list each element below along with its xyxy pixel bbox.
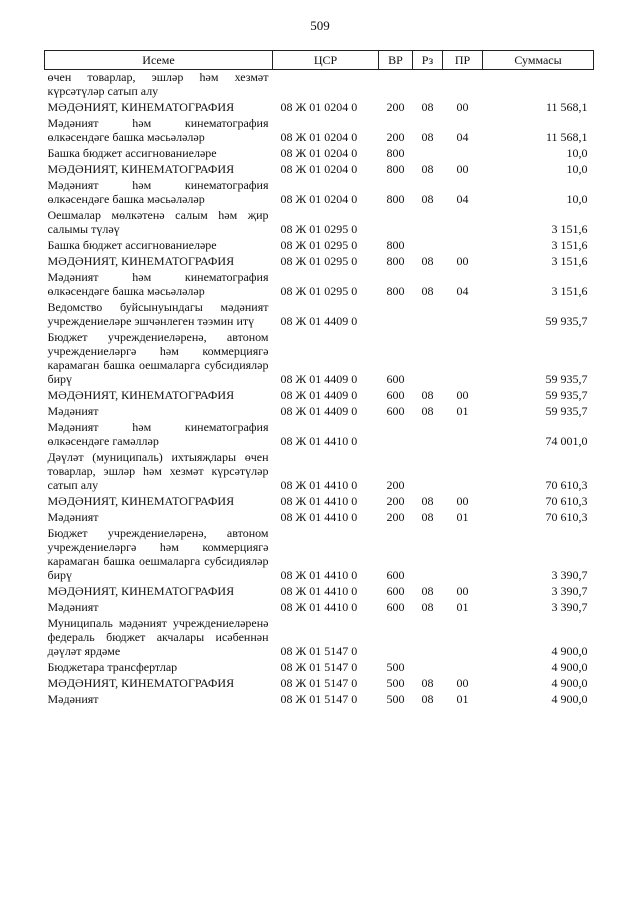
row-rz-code bbox=[413, 299, 443, 329]
row-rz-code: 08 bbox=[421, 284, 434, 298]
row-sum: 3 151,6 bbox=[551, 238, 588, 252]
row-csr-code bbox=[273, 70, 379, 100]
row-rz-code: 08 bbox=[421, 388, 434, 402]
row-rz-code: 08 bbox=[421, 510, 434, 524]
row-sum: 3 151,6 bbox=[551, 222, 588, 236]
row-rz-code bbox=[413, 525, 443, 583]
row-vr-code: 200 bbox=[386, 100, 405, 114]
budget-table bbox=[44, 50, 594, 707]
table-row bbox=[45, 525, 594, 583]
table-row bbox=[45, 691, 594, 707]
row-pr-code: 00 bbox=[456, 584, 469, 598]
table-row bbox=[45, 329, 594, 387]
row-vr-code: 500 bbox=[386, 692, 405, 706]
row-rz-code bbox=[413, 615, 443, 659]
header-row bbox=[45, 51, 594, 70]
table-row bbox=[45, 387, 594, 403]
column-header-pr: ПР bbox=[443, 51, 483, 70]
row-name: Оешмалар мөлкәтенә салым һәм җир салымы түләү bbox=[47, 208, 269, 236]
row-vr-code: 800 bbox=[386, 254, 405, 268]
row-name: Мәдәният bbox=[47, 692, 99, 706]
row-csr-code: 08 Ж 01 0295 0 bbox=[280, 284, 358, 298]
row-csr-code: 08 Ж 01 0204 0 bbox=[280, 192, 358, 206]
row-name: Бюджет учреждениеләренә, автоном учреждениеләргә һәм коммерциягә карамаган башка оешмаларга субсидияләр бирү bbox=[47, 330, 269, 386]
row-csr-code: 08 Ж 01 4410 0 bbox=[280, 434, 358, 448]
row-pr-code bbox=[443, 449, 483, 493]
row-csr-code: 08 Ж 01 0295 0 bbox=[280, 254, 358, 268]
row-sum: 11 568,1 bbox=[545, 130, 588, 144]
row-pr-code bbox=[443, 70, 483, 100]
row-sum: 4 900,0 bbox=[551, 660, 588, 674]
row-sum: 59 935,7 bbox=[545, 388, 588, 402]
row-vr-code bbox=[379, 419, 413, 449]
column-header-vr: ВР bbox=[379, 51, 413, 70]
row-sum: 3 151,6 bbox=[551, 284, 588, 298]
row-csr-code: 08 Ж 01 4409 0 bbox=[280, 372, 358, 386]
row-name: Мәдәният bbox=[47, 600, 99, 614]
table-row bbox=[45, 115, 594, 145]
row-name: МӘДӘНИЯТ, КИНЕМАТОГРАФИЯ bbox=[47, 100, 235, 114]
row-vr-code: 600 bbox=[386, 372, 405, 386]
row-rz-code bbox=[413, 419, 443, 449]
table-row bbox=[45, 583, 594, 599]
table-row bbox=[45, 253, 594, 269]
column-header-name: Исеме bbox=[45, 51, 273, 70]
row-name: Башка бюджет ассигнованиеләре bbox=[47, 238, 217, 252]
row-csr-code: 08 Ж 01 0204 0 bbox=[280, 100, 358, 114]
row-rz-code bbox=[413, 237, 443, 253]
row-sum: 10,0 bbox=[566, 146, 588, 160]
row-vr-code: 200 bbox=[386, 130, 405, 144]
row-rz-code bbox=[413, 329, 443, 387]
row-vr-code bbox=[379, 70, 413, 100]
row-pr-code: 00 bbox=[456, 162, 469, 176]
row-name: Мәдәният bbox=[47, 510, 99, 524]
row-csr-code: 08 Ж 01 4410 0 bbox=[280, 478, 358, 492]
row-csr-code: 08 Ж 01 4410 0 bbox=[280, 510, 358, 524]
row-sum: 11 568,1 bbox=[545, 100, 588, 114]
row-vr-code bbox=[379, 207, 413, 237]
row-pr-code bbox=[443, 525, 483, 583]
row-vr-code bbox=[379, 615, 413, 659]
table-row bbox=[45, 659, 594, 675]
row-rz-code: 08 bbox=[421, 404, 434, 418]
row-vr-code: 500 bbox=[386, 660, 405, 674]
row-sum bbox=[483, 70, 594, 100]
row-pr-code bbox=[443, 615, 483, 659]
table-row bbox=[45, 145, 594, 161]
row-csr-code: 08 Ж 01 5147 0 bbox=[280, 644, 358, 658]
row-pr-code bbox=[443, 237, 483, 253]
table-row bbox=[45, 615, 594, 659]
table-row bbox=[45, 237, 594, 253]
row-vr-code bbox=[379, 299, 413, 329]
table-row bbox=[45, 99, 594, 115]
row-vr-code: 600 bbox=[386, 568, 405, 582]
table-row bbox=[45, 419, 594, 449]
row-pr-code bbox=[443, 207, 483, 237]
row-pr-code: 00 bbox=[456, 254, 469, 268]
column-header-csr: ЦСР bbox=[273, 51, 379, 70]
row-sum: 74 001,0 bbox=[545, 434, 588, 448]
row-pr-code: 04 bbox=[456, 130, 469, 144]
row-rz-code: 08 bbox=[421, 584, 434, 598]
row-sum: 59 935,7 bbox=[545, 314, 588, 328]
page-number: 509 bbox=[310, 18, 330, 33]
row-csr-code: 08 Ж 01 0204 0 bbox=[280, 146, 358, 160]
row-name: МӘДӘНИЯТ, КИНЕМАТОГРАФИЯ bbox=[47, 494, 235, 508]
row-name: Мәдәният һәм кинематография өлкәсендәге гамәлләр bbox=[47, 420, 269, 448]
table-row bbox=[45, 299, 594, 329]
row-name: Мәдәният һәм кинематография өлкәсендәге башка мәсьәләләр bbox=[47, 178, 269, 206]
table-row bbox=[45, 70, 594, 100]
row-pr-code: 01 bbox=[456, 600, 469, 614]
row-name: Мәдәният һәм кинематография өлкәсендәге башка мәсьәләләр bbox=[47, 270, 269, 298]
row-pr-code bbox=[443, 419, 483, 449]
column-header-rz: Рз bbox=[413, 51, 443, 70]
row-vr-code: 600 bbox=[386, 584, 405, 598]
row-sum: 10,0 bbox=[566, 192, 588, 206]
row-pr-code: 00 bbox=[456, 100, 469, 114]
row-csr-code: 08 Ж 01 0204 0 bbox=[280, 162, 358, 176]
row-vr-code: 200 bbox=[386, 478, 405, 492]
row-pr-code bbox=[443, 659, 483, 675]
row-csr-code: 08 Ж 01 0295 0 bbox=[280, 238, 358, 252]
row-pr-code: 00 bbox=[456, 676, 469, 690]
row-sum: 70 610,3 bbox=[545, 494, 588, 508]
row-name: өчен товарлар, эшләр һәм хезмәт күрсәтүләр сатып алу bbox=[47, 70, 269, 98]
row-sum: 4 900,0 bbox=[551, 692, 588, 706]
row-name: МӘДӘНИЯТ, КИНЕМАТОГРАФИЯ bbox=[47, 388, 235, 402]
row-sum: 3 151,6 bbox=[551, 254, 588, 268]
row-sum: 59 935,7 bbox=[545, 404, 588, 418]
row-rz-code: 08 bbox=[421, 100, 434, 114]
row-sum: 3 390,7 bbox=[551, 568, 588, 582]
table-body bbox=[45, 70, 594, 708]
column-header-sum: Суммасы bbox=[483, 51, 594, 70]
row-csr-code: 08 Ж 01 4409 0 bbox=[280, 314, 358, 328]
row-rz-code bbox=[413, 207, 443, 237]
table-row bbox=[45, 599, 594, 615]
row-vr-code: 800 bbox=[386, 284, 405, 298]
row-name: Муниципаль мәдәният учреждениеләренә федераль бюджет акчалары исәбеннән дәүләт ярдәме bbox=[47, 616, 269, 658]
table-row bbox=[45, 493, 594, 509]
table-row bbox=[45, 675, 594, 691]
row-csr-code: 08 Ж 01 0295 0 bbox=[280, 222, 358, 236]
row-sum: 70 610,3 bbox=[545, 478, 588, 492]
row-sum: 59 935,7 bbox=[545, 372, 588, 386]
row-vr-code: 800 bbox=[386, 238, 405, 252]
row-pr-code: 01 bbox=[456, 692, 469, 706]
row-pr-code: 01 bbox=[456, 510, 469, 524]
row-name: Ведомство буйсынуындагы мәдәният учреждениеләре эшчәнлеген тәэмин итү bbox=[47, 300, 269, 328]
row-pr-code: 00 bbox=[456, 388, 469, 402]
row-name: Дәүләт (муниципаль) ихтыяҗлары өчен товарлар, эшләр һәм хезмәт күрсәтүләр сатып алу bbox=[47, 450, 269, 492]
row-csr-code: 08 Ж 01 4409 0 bbox=[280, 388, 358, 402]
row-pr-code bbox=[443, 299, 483, 329]
row-sum: 3 390,7 bbox=[551, 600, 588, 614]
row-vr-code: 800 bbox=[386, 192, 405, 206]
row-csr-code: 08 Ж 01 4410 0 bbox=[280, 584, 358, 598]
row-name: Мәдәният һәм кинематография өлкәсендәге башка мәсьәләләр bbox=[47, 116, 269, 144]
row-rz-code: 08 bbox=[421, 130, 434, 144]
table-row bbox=[45, 449, 594, 493]
table-row bbox=[45, 207, 594, 237]
row-sum: 3 390,7 bbox=[551, 584, 588, 598]
row-rz-code: 08 bbox=[421, 254, 434, 268]
row-pr-code bbox=[443, 145, 483, 161]
row-name: Башка бюджет ассигнованиеләре bbox=[47, 146, 217, 160]
row-csr-code: 08 Ж 01 5147 0 bbox=[280, 692, 358, 706]
row-csr-code: 08 Ж 01 4410 0 bbox=[280, 568, 358, 582]
table-row bbox=[45, 161, 594, 177]
row-sum: 4 900,0 bbox=[551, 676, 588, 690]
row-name: МӘДӘНИЯТ, КИНЕМАТОГРАФИЯ bbox=[47, 676, 235, 690]
row-name: МӘДӘНИЯТ, КИНЕМАТОГРАФИЯ bbox=[47, 254, 235, 268]
row-rz-code: 08 bbox=[421, 692, 434, 706]
row-pr-code: 01 bbox=[456, 404, 469, 418]
row-pr-code: 04 bbox=[456, 284, 469, 298]
row-csr-code: 08 Ж 01 4409 0 bbox=[280, 404, 358, 418]
row-rz-code: 08 bbox=[421, 494, 434, 508]
row-csr-code: 08 Ж 01 5147 0 bbox=[280, 676, 358, 690]
row-csr-code: 08 Ж 01 0204 0 bbox=[280, 130, 358, 144]
row-vr-code: 600 bbox=[386, 388, 405, 402]
row-sum: 4 900,0 bbox=[551, 644, 588, 658]
table-row bbox=[45, 403, 594, 419]
row-name: Бюджетара трансфертлар bbox=[47, 660, 178, 674]
row-name: Мәдәният bbox=[47, 404, 99, 418]
row-vr-code: 200 bbox=[386, 510, 405, 524]
row-vr-code: 200 bbox=[386, 494, 405, 508]
row-rz-code bbox=[413, 145, 443, 161]
row-csr-code: 08 Ж 01 4410 0 bbox=[280, 600, 358, 614]
row-pr-code: 04 bbox=[456, 192, 469, 206]
row-vr-code: 800 bbox=[386, 146, 405, 160]
row-rz-code: 08 bbox=[421, 162, 434, 176]
row-rz-code bbox=[413, 659, 443, 675]
row-rz-code: 08 bbox=[421, 600, 434, 614]
row-rz-code bbox=[413, 70, 443, 100]
row-name: МӘДӘНИЯТ, КИНЕМАТОГРАФИЯ bbox=[47, 584, 235, 598]
table-row bbox=[45, 177, 594, 207]
row-rz-code: 08 bbox=[421, 192, 434, 206]
table-row bbox=[45, 509, 594, 525]
row-vr-code: 600 bbox=[386, 404, 405, 418]
row-vr-code: 800 bbox=[386, 162, 405, 176]
row-vr-code: 600 bbox=[386, 600, 405, 614]
row-vr-code: 500 bbox=[386, 676, 405, 690]
row-sum: 10,0 bbox=[566, 162, 588, 176]
row-csr-code: 08 Ж 01 4410 0 bbox=[280, 494, 358, 508]
row-rz-code bbox=[413, 449, 443, 493]
row-pr-code bbox=[443, 329, 483, 387]
row-sum: 70 610,3 bbox=[545, 510, 588, 524]
row-pr-code: 00 bbox=[456, 494, 469, 508]
row-name: МӘДӘНИЯТ, КИНЕМАТОГРАФИЯ bbox=[47, 162, 235, 176]
row-csr-code: 08 Ж 01 5147 0 bbox=[280, 660, 358, 674]
row-rz-code: 08 bbox=[421, 676, 434, 690]
table-row bbox=[45, 269, 594, 299]
row-name: Бюджет учреждениеләренә, автоном учреждениеләргә һәм коммерциягә карамаган башка оешмаларга субсидияләр бирү bbox=[47, 526, 269, 582]
